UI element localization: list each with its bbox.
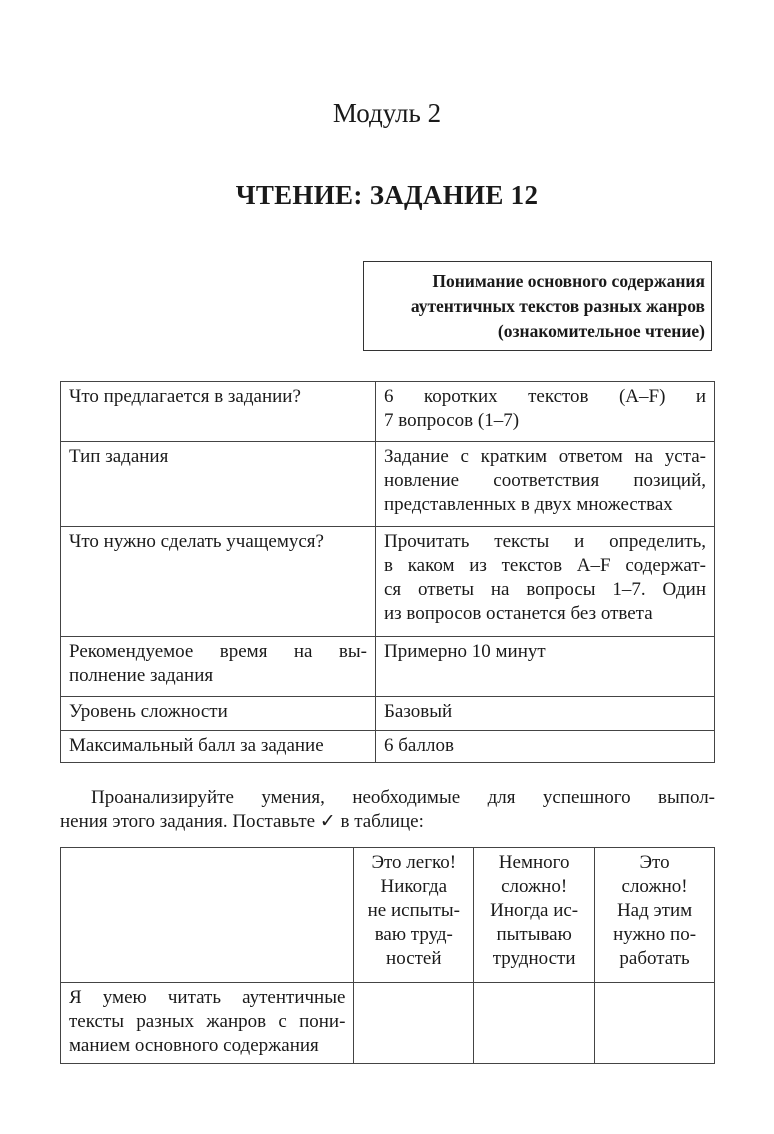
table-row [61, 697, 715, 731]
text-line: Тип задания [69, 446, 169, 467]
text-line: ностей [386, 948, 442, 969]
text-line: работать [619, 948, 690, 969]
check-cell-hard[interactable] [595, 983, 715, 1064]
header-easy [354, 848, 474, 983]
row-value [376, 442, 715, 527]
instruction-paragraph [60, 786, 715, 834]
text-line: Уровень сложности [69, 701, 228, 722]
text-line: нения этого задания. Поставьте ✓ в таблице: [60, 811, 424, 832]
row-label [61, 637, 376, 697]
module-heading: Модуль 2 [332, 98, 442, 128]
skill-line: аутентичных текстов разных жанров [410, 296, 705, 316]
table-row [61, 983, 715, 1064]
text-line: сложно! [621, 876, 688, 897]
header-hard [595, 848, 715, 983]
text-line: Прочитать тексты и определить, [384, 531, 706, 552]
text-line: Это легко! [371, 852, 457, 873]
text-line: Это [639, 852, 670, 873]
row-label [61, 382, 376, 442]
task-info-table [60, 381, 715, 763]
skill-box [363, 261, 712, 351]
text-line: Задание с кратким ответом на уста- [384, 446, 706, 467]
check-cell-easy[interactable] [354, 983, 474, 1064]
text-line: Проанализируйте умения, необходимые для успешного выпол- [91, 787, 715, 808]
row-value [376, 697, 715, 731]
text-line: Базовый [384, 701, 453, 722]
row-value [376, 731, 715, 763]
table-row [61, 731, 715, 763]
skill-line: (ознакомительное чтение) [497, 321, 705, 341]
text-line: 7 вопросов (1–7) [384, 410, 520, 431]
header-somewhat-hard [474, 848, 595, 983]
text-line: представленных в двух множествах [384, 494, 673, 515]
text-line: Иногда ис- [490, 900, 579, 921]
empty-header-cell [61, 848, 354, 983]
table-row [61, 382, 715, 442]
text-line: сложно! [501, 876, 568, 897]
text-line: Что нужно сделать учащемуся? [69, 531, 324, 552]
text-line: Никогда [380, 876, 448, 897]
text-line: ся ответы на вопросы 1–7. Один [384, 579, 706, 600]
table-row [61, 637, 715, 697]
header-row [61, 848, 715, 983]
text-line: трудности [492, 948, 576, 969]
text-line: тексты разных жанров с пони- [69, 1011, 346, 1032]
text-line: Максимальный балл за задание [69, 735, 324, 756]
text-line: Немного [498, 852, 570, 873]
text-line: пытываю [496, 924, 572, 945]
row-value [376, 527, 715, 637]
text-line: новление соответствия позиций, [384, 470, 706, 491]
text-line: 6 коротких текстов (A–F) и [384, 386, 706, 407]
text-line: Над этим [616, 900, 693, 921]
self-assessment-table [60, 847, 715, 1064]
text-line: из вопросов останется без ответа [384, 603, 653, 624]
row-value [376, 637, 715, 697]
text-line: 6 баллов [384, 735, 454, 756]
text-line: в каком из текстов A–F содержат- [384, 555, 706, 576]
text-line: нужно по- [613, 924, 697, 945]
text-line: не испыты- [367, 900, 460, 921]
text-line: полнение задания [69, 665, 214, 686]
row-label [61, 442, 376, 527]
skill-label [61, 983, 354, 1064]
text-line: Рекомендуемое время на вы- [69, 641, 367, 662]
text-line: Я умею читать аутентичные [69, 987, 346, 1008]
check-cell-somewhat-hard[interactable] [474, 983, 595, 1064]
page-title: ЧТЕНИЕ: ЗАДАНИЕ 12 [235, 180, 539, 210]
table-row [61, 442, 715, 527]
skill-line: Понимание основного содержания [432, 271, 705, 291]
row-label [61, 697, 376, 731]
text-line: Примерно 10 минут [384, 641, 546, 662]
text-line: ваю труд- [374, 924, 453, 945]
text-line: Что предлагается в задании? [69, 386, 301, 407]
row-value [376, 382, 715, 442]
text-line: манием основного содержания [69, 1035, 319, 1056]
row-label [61, 527, 376, 637]
table-row [61, 527, 715, 637]
row-label [61, 731, 376, 763]
